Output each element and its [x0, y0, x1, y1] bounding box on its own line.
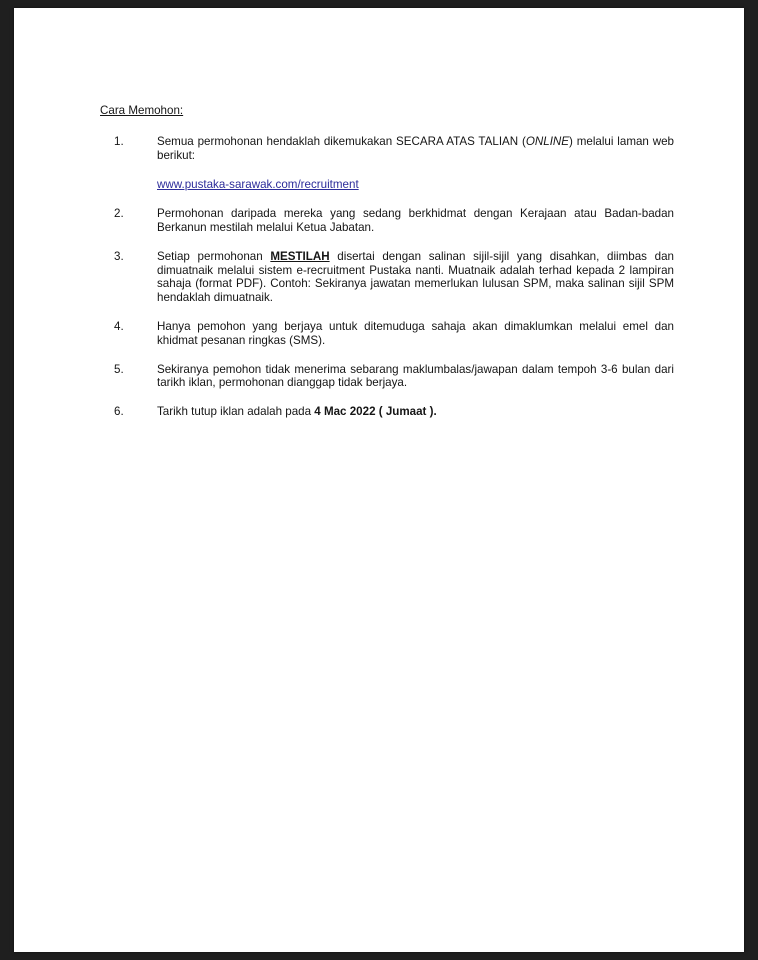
list-item-5 — [100, 363, 674, 391]
item-text-part: ) melalui laman web berikut: — [157, 134, 674, 162]
item-text-part: Permohonan daripada mereka yang sedang berkhidmat dengan Kerajaan atau Badan-badan Berkanun mestilah melalui Ketua Jabatan. — [157, 207, 674, 234]
item-number: 5. — [114, 362, 124, 376]
item-text-emphasis: ONLINE — [525, 134, 570, 148]
list-item-4 — [100, 320, 674, 348]
item-text — [157, 250, 674, 305]
list-item-3 — [100, 250, 674, 305]
item-number: 2. — [114, 207, 124, 221]
item-number: 4. — [114, 319, 124, 333]
item-text-part: Tarikh tutup iklan adalah pada — [157, 405, 315, 419]
list-item-2 — [100, 207, 674, 235]
item-text-part: Setiap permohonan — [157, 249, 271, 263]
item-text — [157, 207, 674, 235]
item-text — [157, 320, 674, 348]
section-heading: Cara Memohon: — [100, 104, 184, 117]
item-number: 1. — [114, 134, 124, 148]
item-text-part: disertai dengan salinan sijil-sijil yang disahkan, diimbas dan dimuatnaik melalui sistem e-recruitment Pustaka nanti. Muatnaik adalah terhad kepada 2 lampiran sahaja (format PDF). Contoh: Sekiranya jawatan memerlukan lulusan SPM, maka salinan sijil SPM hendaklah dimuatnaik. — [157, 249, 674, 305]
item-text — [157, 135, 674, 192]
recruitment-link[interactable]: www.pustaka-sarawak.com/recruitment — [157, 178, 359, 192]
item-number: 3. — [114, 249, 124, 263]
item-text-strong: MESTILAH — [270, 249, 330, 263]
closing-date: 4 Mac 2022 ( Jumaat ). — [314, 405, 437, 419]
document-page — [14, 8, 744, 952]
item-number: 6. — [114, 405, 124, 419]
list-item-6 — [100, 405, 674, 419]
item-text-part: Semua permohonan hendaklah dikemukakan SECARA ATAS TALIAN ( — [157, 134, 526, 148]
item-text — [157, 405, 674, 419]
item-text-part: Sekiranya pemohon tidak menerima sebarang maklumbalas/jawapan dalam tempoh 3-6 bulan dari tarikh iklan, permohonan dianggap tidak berjaya. — [157, 362, 674, 390]
document-content — [100, 104, 674, 419]
list-item-1 — [100, 135, 674, 192]
item-text — [157, 363, 674, 391]
item-text-part: Hanya pemohon yang berjaya untuk ditemuduga sahaja akan dimaklumkan melalui emel dan khidmat pesanan ringkas (SMS). — [157, 319, 674, 347]
